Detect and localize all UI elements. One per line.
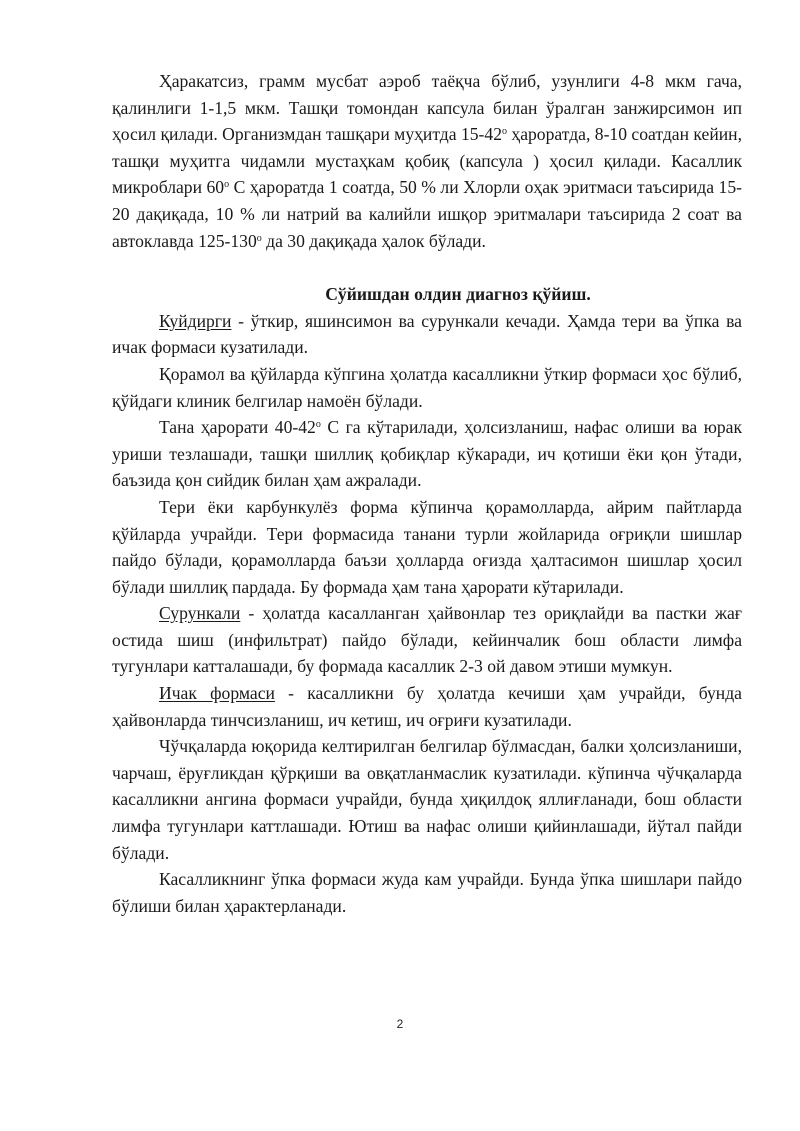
- text-run: Ҳаракатсиз, грамм мусбат аэроб таёқча бўлиб, узунлиги 4-8 мкм гача, қалинлиги 1-1,5 мкм. Ташқи томондан капсула билан ўралган занжирсимон ип ҳосил қилади. Организмдан ташқари муҳитда 15-42: [112, 71, 742, 145]
- paragraph-lung-form: Касалликнинг ўпка формаси жуда кам учрайди. Бунда ўпка шишлари пайдо бўлиши билан ҳарактерланади.: [112, 869, 742, 916]
- term-underlined: Ичак формаси: [159, 683, 275, 704]
- degree-mark: о: [315, 419, 321, 431]
- text-run: С га кўтарилади, ҳолсизланиш, нафас олиши ва юрак уриши тезлашади, ташқи шиллиқ қобиқлар кўкаради, ич қотиши ёки қон ўтади, баъзида қон сийдик билан ҳам ажралади.: [112, 417, 743, 491]
- document-page: [112, 68, 742, 919]
- term-underlined: Куйдирги: [159, 310, 232, 331]
- degree-mark: о: [224, 179, 230, 191]
- term-underlined: Сурункали: [159, 603, 241, 624]
- paragraph-intestinal-form: [112, 680, 742, 733]
- paragraph-temperature: [112, 414, 742, 494]
- paragraph-pathogen-description: [112, 68, 742, 254]
- paragraph-skin-form: Тери ёки карбункулёз форма кўпинча қорамолларда, айрим пайтларда қўйларда учрайди. Тери формасида танани турли жойларида оғриқли шишлар пайдо бўлади, қорамолларда баъзи ҳолларда оғизда ҳалтасимон шишлар ҳосил бўлади шиллиқ пардада. Бу формада ҳам тана ҳарорати кўтарилади.: [112, 496, 742, 597]
- text-run: - ўткир, яшинсимон ва сурункали кечади. Ҳамда тери ва ўпка ва ичак формаси кузатилади.: [112, 310, 742, 358]
- paragraph-anthrax-forms: [112, 308, 742, 361]
- page-number: 2: [396, 1017, 404, 1031]
- degree-mark: о: [502, 126, 507, 138]
- text-run: Тана ҳарорати 40-42: [159, 417, 316, 438]
- text-run: С ҳароратда 1 соатда, 50 % ли Хлорли оҳак эритмаси таъсирида 15-20 дақиқада, 10 % ли натрий ва калийли ишқор эритмалари таъсирида 2 соат ва автоклавда 125-130: [112, 177, 742, 251]
- text-run: да 30 дақиқада ҳалок бўлади.: [261, 230, 486, 251]
- text-run: ҳароратда, 8-10 соатдан кейин, ташқи муҳитга чидамли мустаҳкам қобиқ (капсула ) ҳосил қилади. Касаллик микроблари 60: [112, 124, 742, 198]
- text-run: - касалликни бу ҳолатда кечиши ҳам учрайди, бунда ҳайвонларда тинчсизланиш, ич кетиш, ич оғриғи кузатилади.: [112, 683, 742, 730]
- degree-mark: о: [256, 232, 262, 244]
- paragraph-acute-form: Қорамол ва қўйларда кўпгина ҳолатда касалликни ўткир формаси ҳос бўлиб, қўйдаги клиник белгилар намоён бўлади.: [112, 363, 742, 411]
- paragraph-pigs: Чўчқаларда юқорида келтирилган белгилар бўлмасдан, балки ҳолсизланиши, чарчаш, ёруғликдан қўрқиши ва овқатланмаслик кузатилади. кўпинча чўчқаларда касалликни ангина формаси учрайди, бунда ҳиқилдоқ яллиғланади, бош области лимфа тугунлари каттлашади. Ютиш ва нафас олиши қийинлашади, йўтал пайди бўлади.: [112, 736, 742, 863]
- section-heading: Сўйишдан олдин диагноз қўйиш.: [325, 284, 591, 305]
- paragraph-chronic-form: [112, 600, 742, 680]
- text-run: - ҳолатда касалланган ҳайвонлар тез ориқлайди ва пастки жағ остида шиш (инфильтрат) пайдо бўлади, кейинчалик бош области лимфа тугунлари катталашади, бу формада касаллик 2-3 ой давом этиши мумкун.: [112, 603, 742, 677]
